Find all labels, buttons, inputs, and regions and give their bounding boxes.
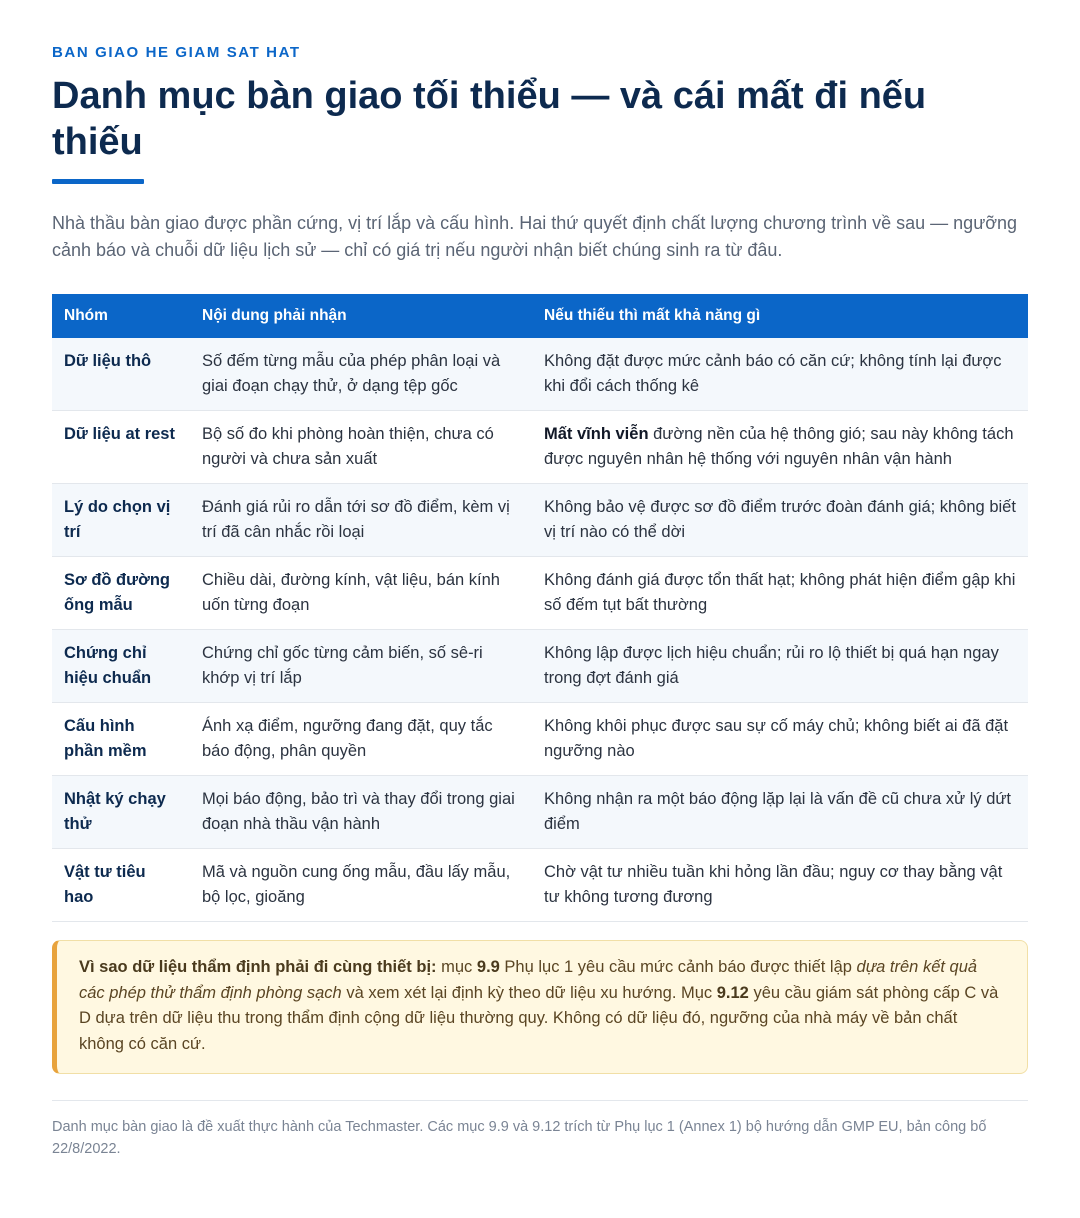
table-row [52,484,1028,557]
footer-divider [52,1100,1028,1101]
handover-table [52,294,1028,922]
row-content: Chứng chỉ gốc từng cảm biến, số sê-ri khớp vị trí lắp [190,630,532,703]
table-row [52,703,1028,776]
callout-emphasis: dựa trên kết quả các phép thử thẩm định phòng sạch [79,958,978,1002]
row-loss-text: đường nền của hệ thông gió; sau này không tách được nguyên nhân hệ thống với nguyên nhân vận hành [544,425,1014,468]
row-loss [532,338,1028,411]
table-row [52,338,1028,411]
callout-ref-9-9: 9.9 [476,958,500,976]
table-row [52,630,1028,703]
row-loss [532,703,1028,776]
row-group: Dữ liệu at rest [52,411,190,484]
row-loss [532,557,1028,630]
row-loss [532,849,1028,922]
callout-text: và xem xét lại định kỳ theo dữ liệu xu hướng. Mục [341,983,717,1002]
row-content: Bộ số đo khi phòng hoàn thiện, chưa có người và chưa sản xuất [190,411,532,484]
row-loss [532,630,1028,703]
row-loss-text: Không đánh giá được tổn thất hạt; không phát hiện điểm gập khi số đếm tụt bất thường [544,571,1016,614]
intro-paragraph: Nhà thầu bàn giao được phần cứng, vị trí lắp và cấu hình. Hai thứ quyết định chất lượng chương trình về sau — ngưỡng cảnh báo và chuỗi dữ liệu lịch sử — chỉ có giá trị nếu người nhận biết chúng sinh ra từ đâu. [52,213,1018,260]
row-group: Vật tư tiêu hao [52,849,190,922]
row-content: Mã và nguồn cung ống mẫu, đầu lấy mẫu, bộ lọc, gioăng [190,849,532,922]
row-loss-strong: Mất vĩnh viễn [544,425,649,443]
row-content: Đánh giá rủi ro dẫn tới sơ đồ điểm, kèm vị trí đã cân nhắc rồi loại [190,484,532,557]
callout-text: mục [436,958,477,976]
column-header-loss: Nếu thiếu thì mất khả năng gì [532,294,1028,338]
callout-note [52,940,1028,1074]
row-loss [532,411,1028,484]
row-group: Nhật ký chạy thử [52,776,190,849]
row-loss-text: Không đặt được mức cảnh báo có căn cứ; không tính lại được khi đổi cách thống kê [544,352,1002,395]
row-group: Cấu hình phần mềm [52,703,190,776]
row-loss-text: Không bảo vệ được sơ đồ điểm trước đoàn đánh giá; không biết vị trí nào có thể dời [544,498,1016,541]
eyebrow-label: BAN GIAO HE GIAM SAT HAT [52,44,301,61]
row-group: Dữ liệu thô [52,338,190,411]
column-header-content: Nội dung phải nhận [190,294,532,338]
table-row [52,849,1028,922]
row-content: Số đếm từng mẫu của phép phân loại và giai đoạn chạy thử, ở dạng tệp gốc [190,338,532,411]
table-row [52,557,1028,630]
callout-ref-9-12: 9.12 [716,983,749,1002]
callout-lead: Vì sao dữ liệu thẩm định phải đi cùng thiết bị: [79,958,437,976]
footnote: Danh mục bàn giao là đề xuất thực hành của Techmaster. Các mục 9.9 và 9.12 trích từ Phụ lục 1 (Annex 1) bộ hướng dẫn GMP EU, bản công bố 22/8/2022. [52,1119,987,1157]
row-loss-text: Không khôi phục được sau sự cố máy chủ; không biết ai đã đặt ngưỡng nào [544,717,1009,760]
row-group: Sơ đồ đường ống mẫu [52,557,190,630]
row-content: Chiều dài, đường kính, vật liệu, bán kính uốn từng đoạn [190,557,532,630]
row-loss-text: Không lập được lịch hiệu chuẩn; rủi ro lộ thiết bị quá hạn ngay trong đợt đánh giá [544,644,999,687]
row-loss [532,484,1028,557]
row-loss-text: Chờ vật tư nhiều tuần khi hỏng lần đầu; nguy cơ thay bằng vật tư không tương đương [544,863,1003,906]
table-row [52,776,1028,849]
page-title: Danh mục bàn giao tối thiểu — và cái mất đi nếu thiếu [52,75,927,163]
callout-text: Phụ lục 1 yêu cầu mức cảnh báo được thiết lập [499,958,857,976]
row-content: Mọi báo động, bảo trì và thay đổi trong giai đoạn nhà thầu vận hành [190,776,532,849]
callout-text: yêu cầu giám sát phòng cấp C và D dựa trên dữ liệu thu trong thẩm định cộng dữ liệu thường quy. Không có dữ liệu đó, ngưỡng của nhà máy về bản chất không có căn cứ. [79,983,999,1053]
row-loss [532,776,1028,849]
title-underline [52,179,144,184]
table-row [52,411,1028,484]
row-group: Chứng chỉ hiệu chuẩn [52,630,190,703]
table-header-row [52,294,1028,338]
row-loss-text: Không nhận ra một báo động lặp lại là vấn đề cũ chưa xử lý dứt điểm [544,790,1012,833]
row-group: Lý do chọn vị trí [52,484,190,557]
column-header-group: Nhóm [52,294,190,338]
row-content: Ánh xạ điểm, ngưỡng đang đặt, quy tắc báo động, phân quyền [190,703,532,776]
